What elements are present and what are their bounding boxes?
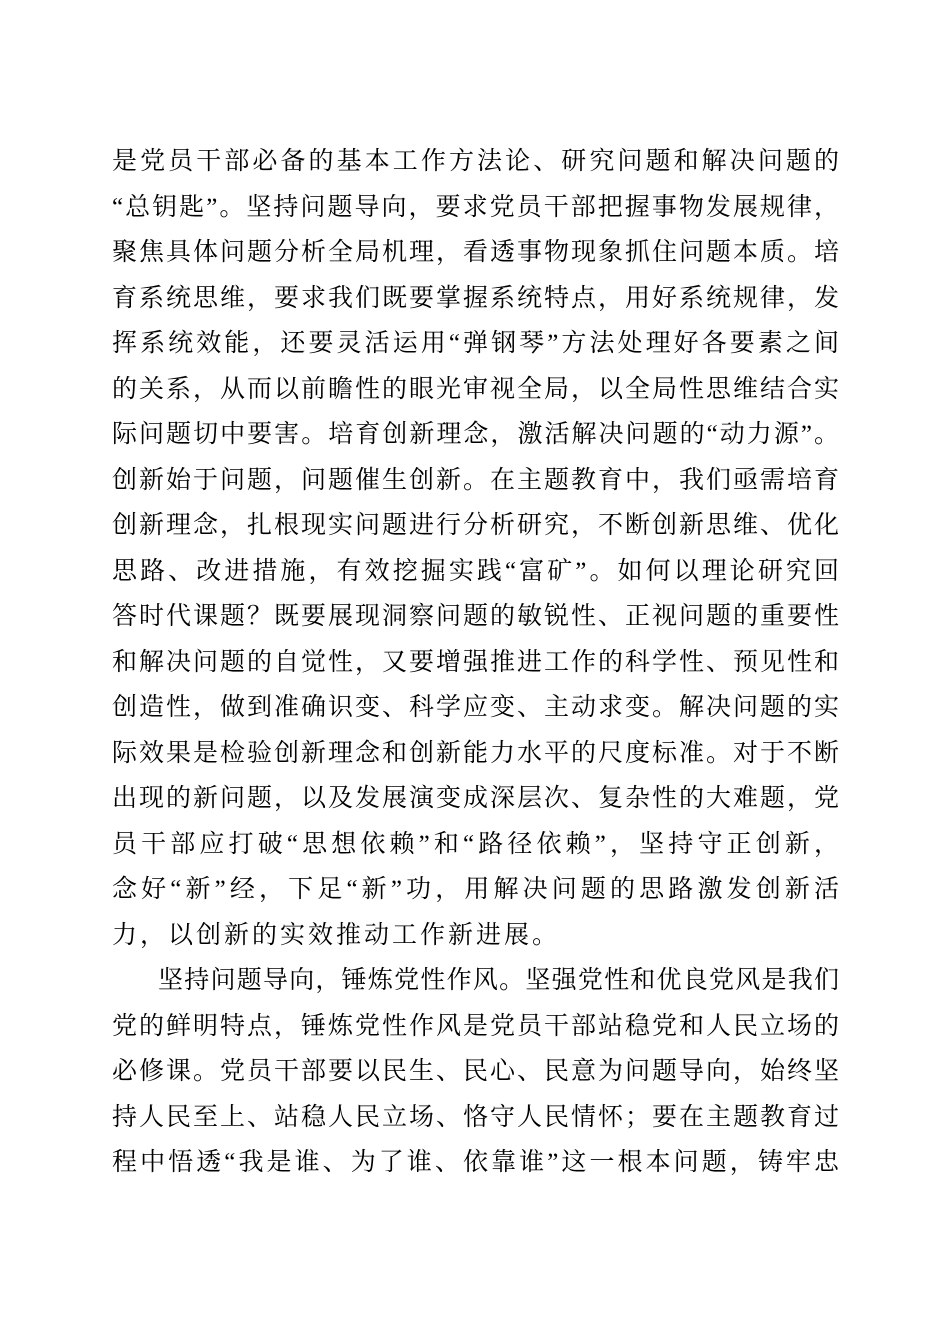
text-line: 员干部应打破“思想依赖”和“路径依赖”，坚持守正创新， — [112, 830, 839, 858]
text-line: 是党员干部必备的基本工作方法论、研究问题和解决问题的 — [112, 148, 839, 175]
text-line: 的关系，从而以前瞻性的眼光审视全局，以全局性思维结合实 — [112, 375, 839, 403]
text-line: 答时代课题？既要展现洞察问题的敏锐性、正视问题的重要性 — [112, 603, 839, 630]
text-line: 际效果是检验创新理念和创新能力水平的尺度标准。对于不断 — [112, 739, 839, 767]
text-line: 出现的新问题，以及发展演变成深层次、复杂性的大难题，党 — [112, 785, 839, 812]
text-line: 创新始于问题，问题催生创新。在主题教育中，我们亟需培育 — [112, 466, 839, 494]
text-line: 程中悟透“我是谁、为了谁、依靠谁”这一根本问题，铸牢忠 — [112, 1149, 839, 1176]
document-body — [112, 139, 839, 1186]
text-line: 聚焦具体问题分析全局机理，看透事物现象抓住问题本质。培 — [112, 239, 839, 266]
text-line: 际问题切中要害。培育创新理念，激活解决问题的“动力源”。 — [112, 421, 839, 448]
text-line: “总钥匙”。坚持问题导向，要求党员干部把握事物发展规律， — [112, 193, 839, 221]
text-line: 必修课。党员干部要以民生、民心、民意为问题导向，始终坚 — [112, 1058, 839, 1085]
text-line: 力，以创新的实效推动工作新进展。 — [112, 921, 561, 949]
text-line: 党的鲜明特点，锤炼党性作风是党员干部站稳党和人民立场的 — [112, 1012, 839, 1040]
text-line: 持人民至上、站稳人民立场、恪守人民情怀；要在主题教育过 — [112, 1103, 839, 1131]
text-line: 创新理念，扎根现实问题进行分析研究，不断创新思维、优化 — [112, 512, 839, 539]
text-line: 育系统思维，要求我们既要掌握系统特点，用好系统规律，发 — [112, 284, 839, 312]
text-line: 坚持问题导向，锤炼党性作风。坚强党性和优良党风是我们 — [158, 967, 839, 994]
text-line: 思路、改进措施，有效挖掘实践“富矿”。如何以理论研究回 — [112, 557, 839, 585]
text-line: 创造性，做到准确识变、科学应变、主动求变。解决问题的实 — [112, 694, 839, 721]
text-line: 挥系统效能，还要灵活运用“弹钢琴”方法处理好各要素之间 — [112, 330, 839, 357]
text-line: 和解决问题的自觉性，又要增强推进工作的科学性、预见性和 — [112, 648, 839, 676]
text-line: 念好“新”经，下足“新”功，用解决问题的思路激发创新活 — [112, 876, 839, 903]
